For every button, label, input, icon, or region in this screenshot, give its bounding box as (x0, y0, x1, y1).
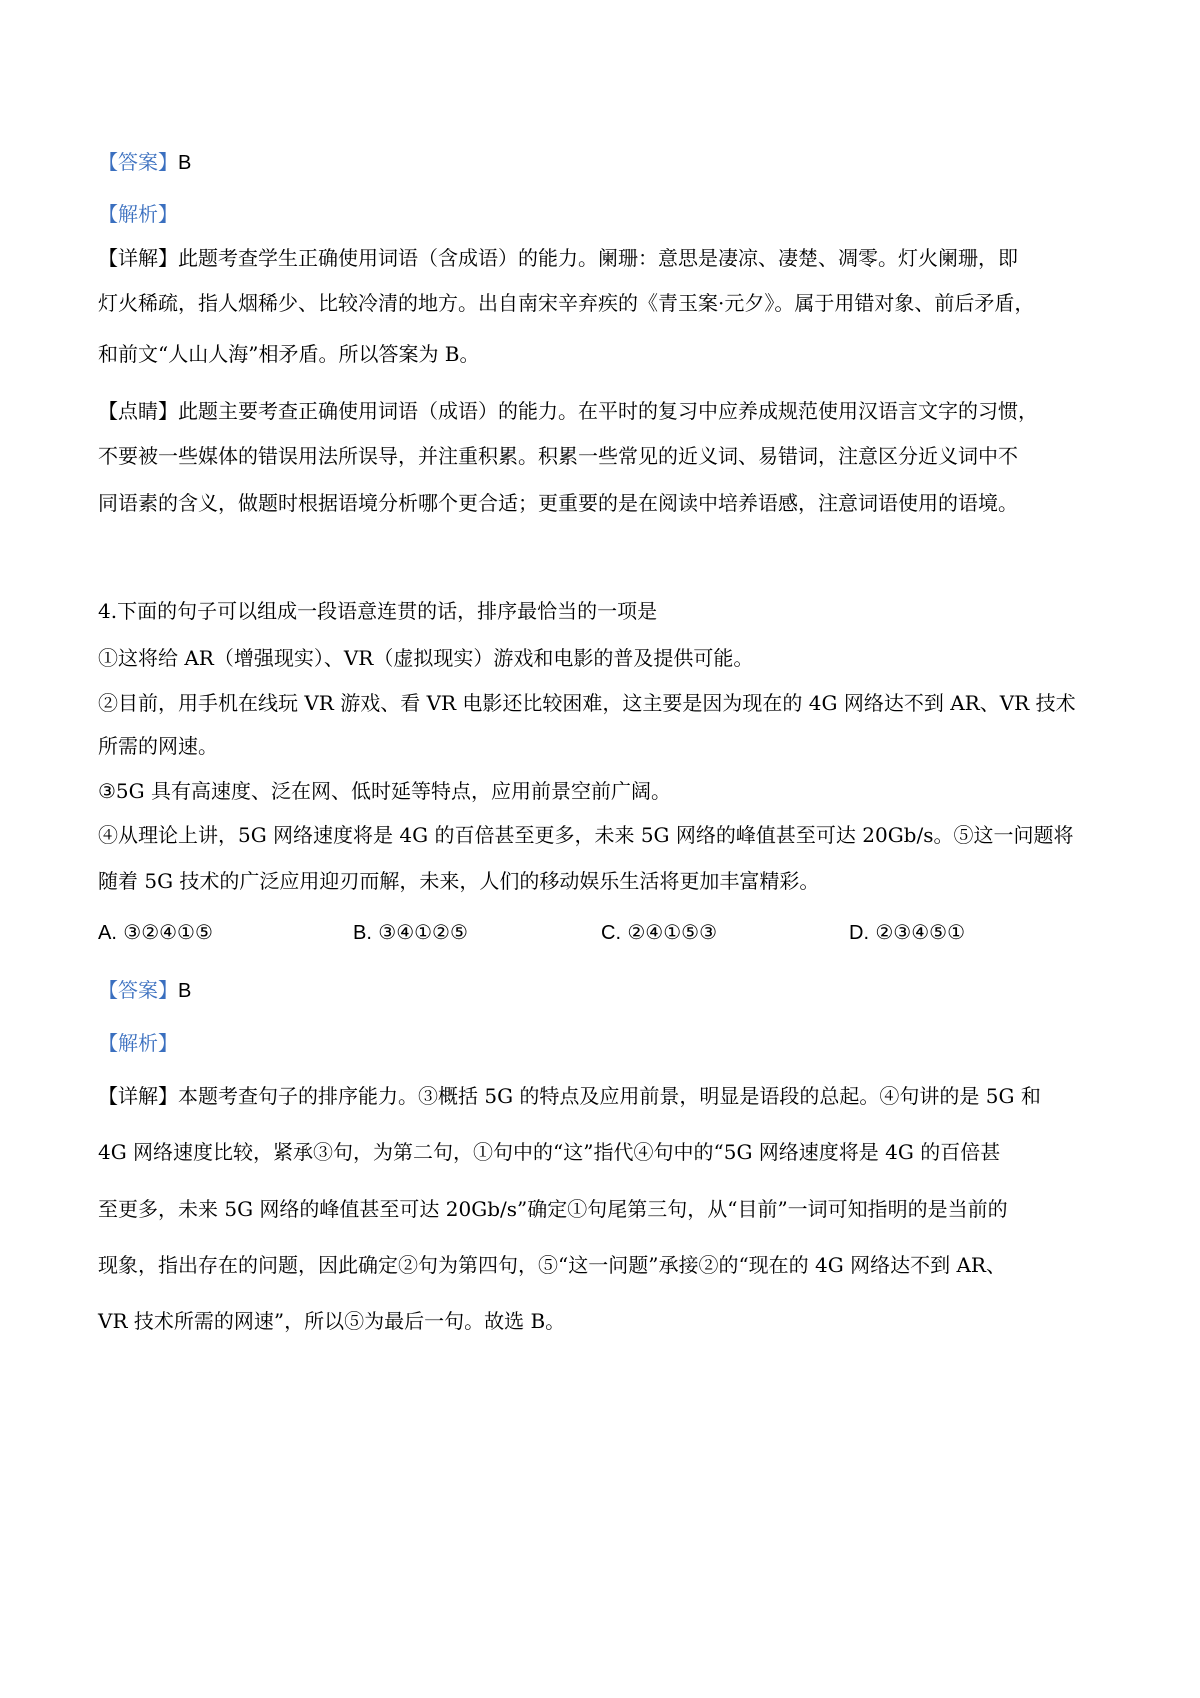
q4-option-c-label: C. (601, 922, 621, 944)
q3-comment-label: 【点睛】 (98, 399, 178, 423)
q4-detail-text-3: 至更多，未来 5G 网络的峰值甚至可达 20Gb/s”确定①句尾第三句，从“目前”一词可知指明的是当前的 (98, 1197, 1008, 1221)
q3-answer-label: 【答案】 (98, 150, 178, 174)
q4-option-c (601, 917, 717, 948)
q4-sentence-2-cont (98, 731, 1100, 761)
q4-sentence-4 (98, 820, 1100, 850)
q3-detail-text-3: 和前文“人山人海”相矛盾。所以答案为 B。 (98, 342, 480, 366)
q4-detail-text-2: 4G 网络速度比较，紧承③句，为第二句，①句中的“这”指代④句中的“5G 网络速度将是 4G 的百倍甚 (98, 1140, 1001, 1164)
q4-detail-text-1: 本题考查句子的排序能力。③概括 5G 的特点及应用前景，明显是语段的总起。④句讲的是 5G 和 (178, 1084, 1041, 1108)
q3-answer-line (98, 147, 1100, 178)
q3-comment-line-1 (98, 396, 1100, 426)
q4-sentence-1-text: ①这将给 AR（增强现实）、VR（虚拟现实）游戏和电影的普及提供可能。 (98, 646, 754, 670)
q4-sentence-3-text: ③5G 具有高速度、泛在网、低时延等特点，应用前景空前广阔。 (98, 779, 671, 803)
q4-answer-line (98, 975, 1100, 1006)
q4-answer-value: B (178, 980, 192, 1002)
q4-detail-line-3 (98, 1194, 1100, 1224)
q4-stem-text: 4.下面的句子可以组成一段语意连贯的话，排序最恰当的一项是 (98, 599, 658, 623)
q3-detail-line-1 (98, 243, 1100, 273)
q4-option-a (98, 917, 213, 948)
q4-option-d-label: D. (849, 922, 869, 944)
q3-detail-label: 【详解】 (98, 246, 178, 270)
q4-detail-line-5 (98, 1306, 1100, 1336)
q3-analysis-label: 【解析】 (98, 202, 178, 226)
q3-comment-text-1: 此题主要考查正确使用词语（成语）的能力。在平时的复习中应养成规范使用汉语言文字的习惯， (178, 399, 1038, 423)
q4-option-a-value: ③②④①⑤ (123, 920, 213, 944)
q4-sentence-3 (98, 776, 1100, 806)
q4-sentence-1 (98, 643, 1100, 673)
q3-comment-text-2: 不要被一些媒体的错误用法所误导，并注重积累。积累一些常见的近义词、易错词，注意区分近义词中不 (98, 444, 1018, 468)
q3-detail-text-2: 灯火稀疏，指人烟稀少、比较冷清的地方。出自南宋辛弃疾的《青玉案·元夕》。属于用错对象、前后矛盾， (98, 291, 1035, 315)
q4-detail-line-4 (98, 1250, 1100, 1280)
q4-sentence-2 (98, 688, 1100, 718)
q4-detail-line-1 (98, 1081, 1100, 1111)
q4-sentence-4-text: ④从理论上讲，5G 网络速度将是 4G 的百倍甚至更多，未来 5G 网络的峰值甚至可达 20Gb/s。⑤这一问题将 (98, 823, 1074, 847)
q4-detail-line-2 (98, 1137, 1100, 1167)
q4-option-c-value: ②④①⑤③ (627, 920, 718, 944)
q4-analysis-heading (98, 1028, 1100, 1058)
q3-comment-line-3 (98, 488, 1100, 518)
q4-detail-label: 【详解】 (98, 1084, 178, 1108)
q3-comment-text-3: 同语素的含义，做题时根据语境分析哪个更合适；更重要的是在阅读中培养语感，注意词语使用的语境。 (98, 491, 1018, 515)
q4-option-a-label: A. (98, 922, 117, 944)
q4-sentence-5 (98, 866, 1100, 896)
q4-detail-text-5: VR 技术所需的网速”，所以⑤为最后一句。故选 B。 (98, 1309, 566, 1333)
q4-sentence-2-text: ②目前，用手机在线玩 VR 游戏、看 VR 电影还比较困难，这主要是因为现在的 4G 网络达不到 AR、VR 技术 (98, 691, 1076, 715)
q4-detail-text-4: 现象，指出存在的问题，因此确定②句为第四句，⑤“这一问题”承接②的“现在的 4G 网络达不到 AR、 (98, 1253, 1006, 1277)
q4-option-b-value: ③④①②⑤ (378, 920, 468, 944)
q3-comment-line-2 (98, 441, 1100, 471)
q4-stem (98, 596, 1100, 626)
q3-detail-text-1: 此题考查学生正确使用词语（含成语）的能力。阑珊：意思是凄凉、凄楚、凋零。灯火阑珊，即 (178, 246, 1018, 270)
q4-option-b-label: B. (353, 922, 372, 944)
q4-analysis-label: 【解析】 (98, 1031, 178, 1055)
q3-detail-line-2 (98, 288, 1100, 318)
q3-answer-value: B (178, 152, 192, 174)
q4-option-d-value: ②③④⑤① (875, 920, 966, 944)
q3-detail-line-3 (98, 339, 1100, 369)
q4-option-d (849, 917, 965, 948)
q4-option-b (353, 917, 468, 948)
q4-answer-label: 【答案】 (98, 978, 178, 1002)
q3-analysis-heading (98, 199, 1100, 229)
q4-sentence-2-cont-text: 所需的网速。 (98, 734, 218, 758)
q4-sentence-5-text: 随着 5G 技术的广泛应用迎刃而解，未来，人们的移动娱乐生活将更加丰富精彩。 (98, 869, 820, 893)
